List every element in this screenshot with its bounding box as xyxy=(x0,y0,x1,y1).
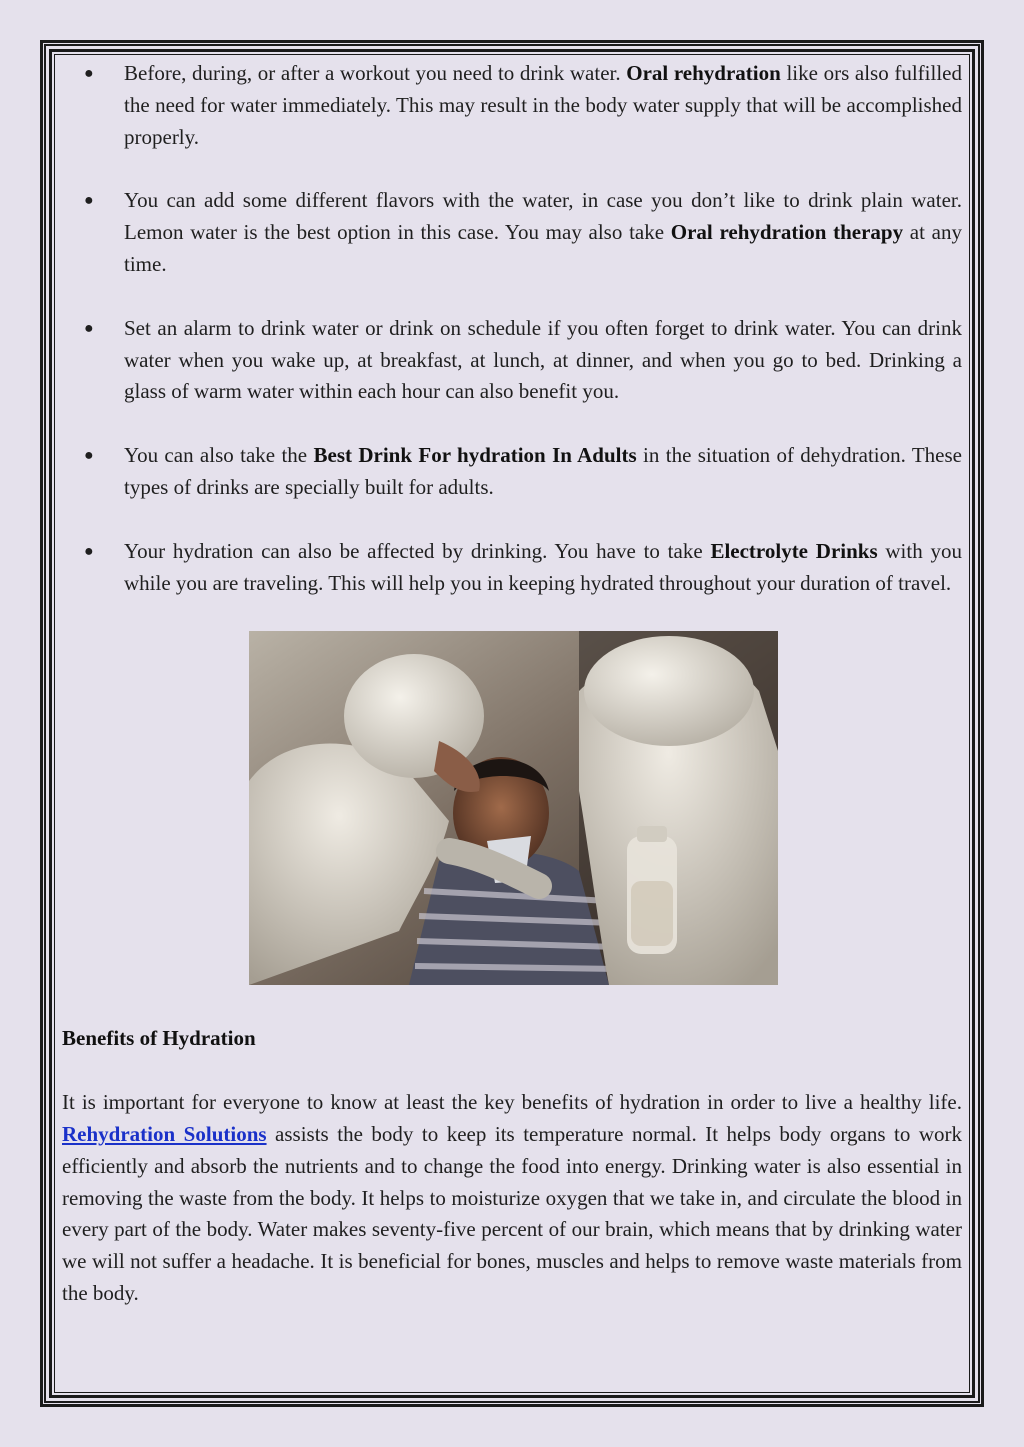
list-item-text: in the situation of dehydration. These types of drinks are specially built for adults. xyxy=(124,443,962,499)
list-item-text: with you while you are traveling. This will help you in keeping hydrated throughout your duration of travel. xyxy=(124,538,962,595)
keyword-oral-rehydration: Oral rehydration xyxy=(626,61,781,85)
bullet-icon: ● xyxy=(84,65,94,82)
section-heading-benefits: Benefits of Hydration xyxy=(62,1026,256,1051)
keyword-electrolyte-drinks: Electrolyte Drinks xyxy=(710,538,878,563)
list-item xyxy=(62,313,962,408)
rehydration-photo xyxy=(249,631,778,985)
list-item-text: Before, during, or after a workout you need to drink water. xyxy=(124,61,627,85)
bullet-icon: ● xyxy=(84,192,94,210)
bullet-icon: ● xyxy=(84,319,94,337)
bullet-icon: ● xyxy=(84,447,94,465)
keyword-best-drink: Best Drink For hydration In Adults xyxy=(313,443,637,468)
list-item-text: like ors also fulfilled the need for water immediately. This may result in the body water supply that will be accomplished properly. xyxy=(124,61,962,149)
list-item-text: You can also take the xyxy=(124,443,314,468)
document-content xyxy=(62,58,962,1310)
list-item xyxy=(62,185,962,280)
list-item xyxy=(62,58,962,153)
list-item-text: You can add some different flavors with the water, in case you don’t like to drink plain water. Lemon water is the best option in this case. You may also take xyxy=(124,188,962,245)
paragraph-text: assists the body to keep its temperature normal. It helps body organs to work efficiently and absorb the nutrients and to change the food into energy. Drinking water is also essential in removing the waste from the body. It helps to moisturize oxygen that we take in, and circulate the blood in every part of the body. Water makes seventy-five percent of our brain, which means that by drinking water we will not suffer a headache. It is beneficial for bones, muscles and helps to remove waste materials from the body. xyxy=(62,1121,962,1305)
list-item xyxy=(62,536,962,600)
list-item-text: Your hydration can also be affected by drinking. You have to take xyxy=(124,538,711,563)
keyword-oral-rehydration-therapy: Oral rehydration therapy xyxy=(670,220,904,245)
list-item-text: at any time. xyxy=(124,220,962,276)
list-item xyxy=(62,440,962,504)
paragraph-text: It is important for everyone to know at least the key benefits of hydration in order to live a healthy life. xyxy=(62,1090,962,1115)
list-item-text: Set an alarm to drink water or drink on schedule if you often forget to drink water. You can drink water when you wake up, at breakfast, at lunch, at dinner, and when you go to bed. Drinking a glass of warm water within each hour can also benefit you. xyxy=(124,315,962,404)
bullet-icon: ● xyxy=(84,542,94,560)
benefits-paragraph xyxy=(62,1087,962,1310)
rehydration-solutions-link[interactable]: Rehydration Solutions xyxy=(62,1121,267,1146)
tips-list xyxy=(62,58,962,599)
